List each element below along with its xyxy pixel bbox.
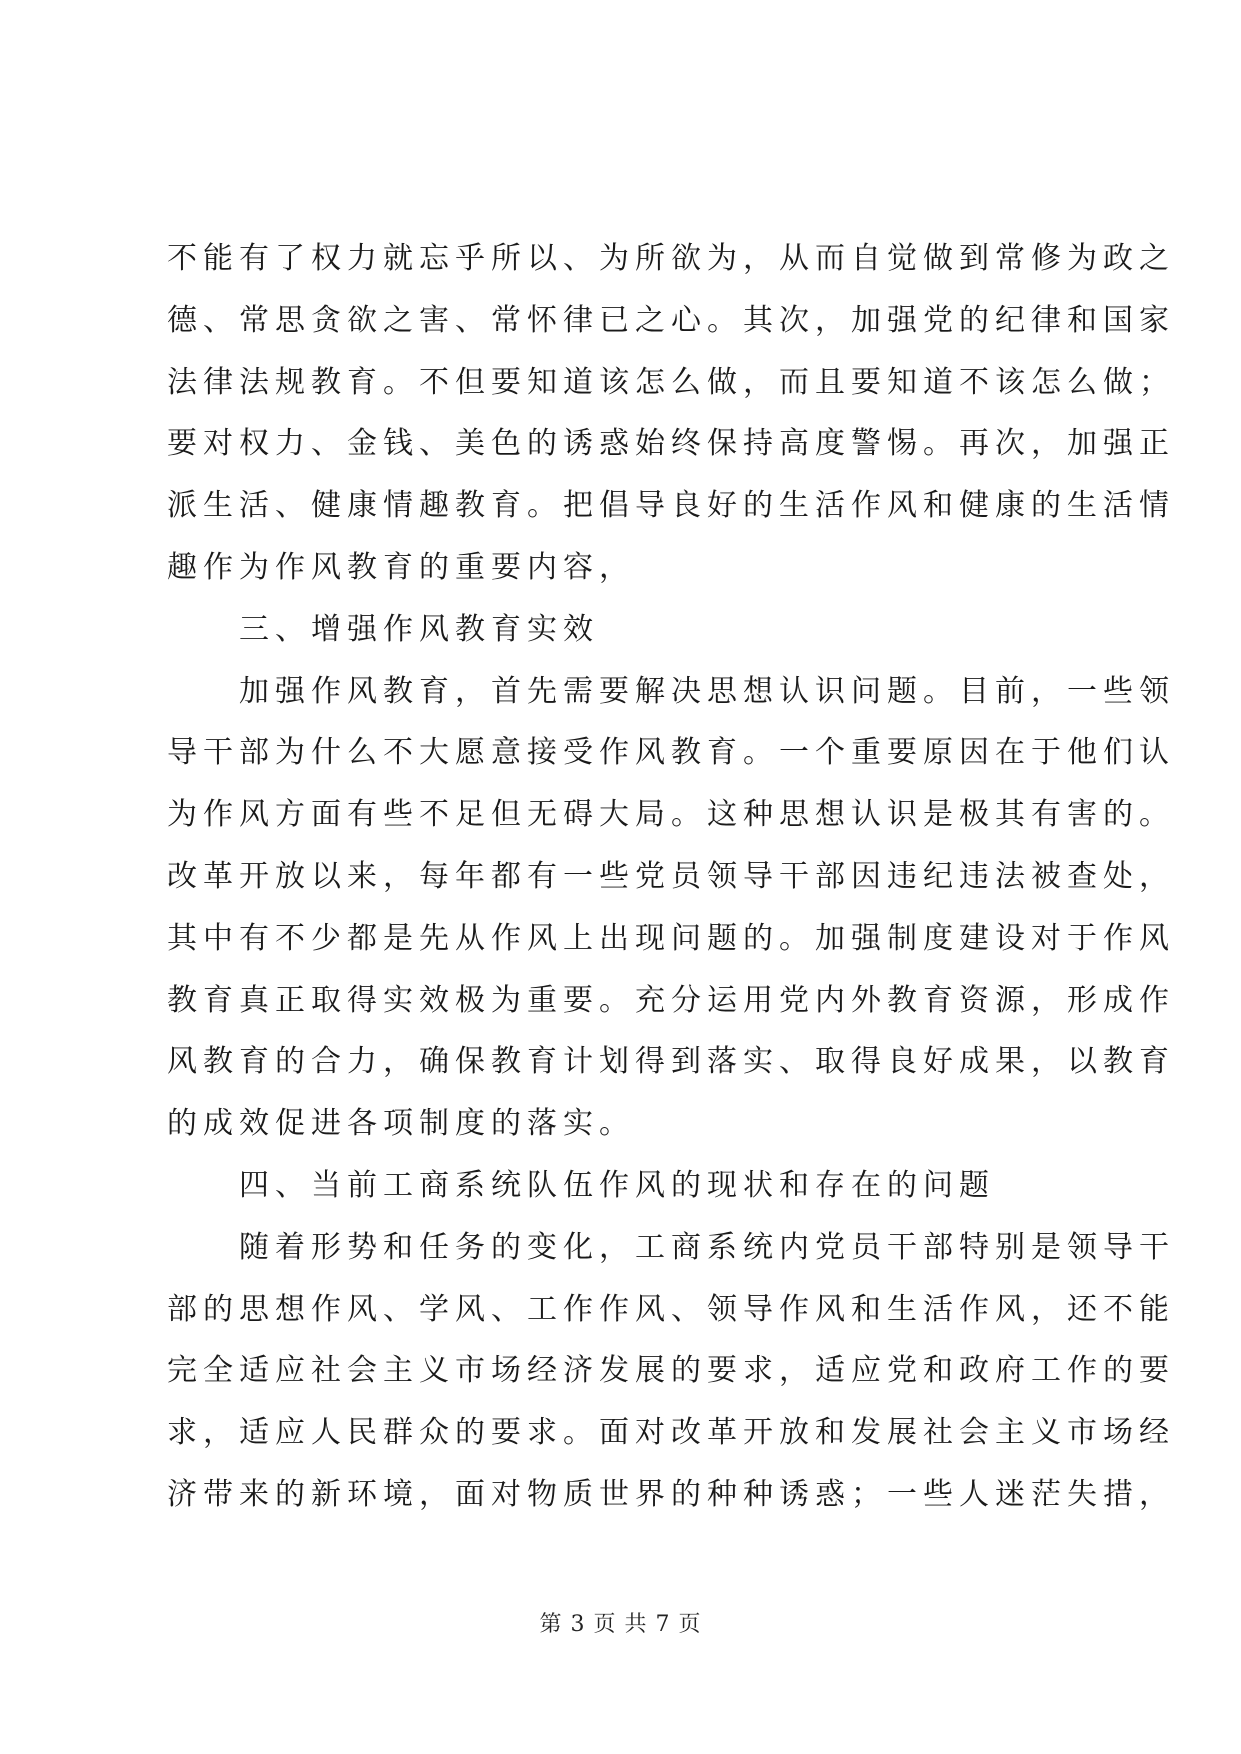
text-line: 教育真正取得实效极为重要。充分运用党内外教育资源，形成作	[167, 982, 1175, 1018]
page-number-label: 第 3 页 共 7 页	[539, 1612, 702, 1637]
text-line: 其中有不少都是先从作风上出现问题的。加强制度建设对于作风	[167, 920, 1175, 956]
text-line: 趣作为作风教育的重要内容，	[167, 549, 635, 585]
section-heading-3: 三、增强作风教育实效	[167, 611, 599, 647]
text-line: 风教育的合力，确保教育计划得到落实、取得良好成果，以教育	[167, 1044, 1175, 1080]
section-heading-4: 四、当前工商系统队伍作风的现状和存在的问题	[167, 1167, 995, 1203]
text-line: 部的思想作风、学风、工作作风、领导作风和生活作风，还不能	[167, 1291, 1175, 1327]
text-line: 求，适应人民群众的要求。面对改革开放和发展社会主义市场经	[167, 1415, 1175, 1451]
page-footer	[0, 1607, 1241, 1638]
text-line: 导干部为什么不大愿意接受作风教育。一个重要原因在于他们认	[167, 735, 1175, 771]
text-line: 不能有了权力就忘乎所以、为所欲为，从而自觉做到常修为政之	[167, 241, 1175, 276]
text-line: 完全适应社会主义市场经济发展的要求，适应党和政府工作的要	[167, 1353, 1175, 1389]
text-line: 德、常思贪欲之害、常怀律已之心。其次，加强党的纪律和国家	[167, 302, 1175, 338]
text-line: 加强作风教育，首先需要解决思想认识问题。目前，一些领	[167, 673, 1175, 709]
text-line: 改革开放以来，每年都有一些党员领导干部因违纪违法被查处，	[167, 858, 1175, 894]
text-line: 随着形势和任务的变化，工商系统内党员干部特别是领导干	[167, 1229, 1175, 1265]
text-line: 法律法规教育。不但要知道该怎么做，而且要知道不该怎么做；	[167, 364, 1175, 400]
text-line: 的成效促进各项制度的落实。	[167, 1106, 635, 1142]
text-line: 派生活、健康情趣教育。把倡导良好的生活作风和健康的生活情	[167, 488, 1175, 524]
body-text	[167, 228, 1175, 1526]
text-line: 济带来的新环境，面对物质世界的种种诱惑；一些人迷茫失措，	[167, 1476, 1175, 1512]
text-line: 为作风方面有些不足但无碍大局。这种思想认识是极其有害的。	[167, 797, 1175, 833]
text-line: 要对权力、金钱、美色的诱惑始终保持高度警惕。再次，加强正	[167, 426, 1175, 462]
